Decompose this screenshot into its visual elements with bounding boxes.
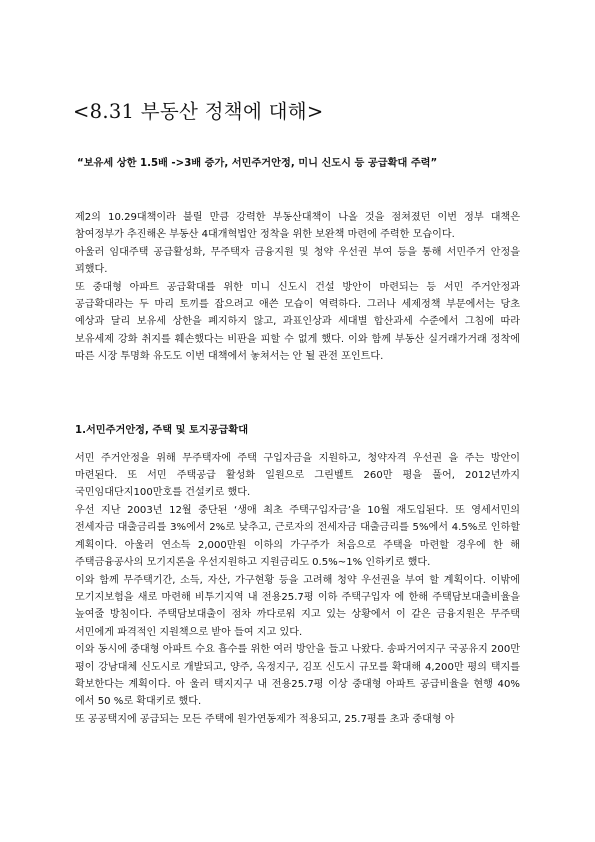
document-subtitle: “보유세 상한 1.5배 ->3배 증가, 서민주거안정, 미니 신도시 등 공급확대 주력” bbox=[77, 158, 438, 169]
intro-paragraph: 또 중대형 아파트 공급확대를 위한 미니 신도시 건설 방안이 마련되는 등 서민 주거안정과 공급확대라는 두 마리 토끼를 잡으려고 애쓴 모습이 역력하다. 그러나 세제정책 부문에서는 당초 예상과 달리 보유세 상한을 폐지하지 않고, 과표인상과 세대별 합산과세 수준에서 그침에 따라 보유세제 강화 취지를 훼손했다는 비판을 피할 수 없게 했다. 이와 함께 부동산 실거래가거래 정착에 따른 시장 투명화 유도도 이번 대책에서 놓쳐서는 안 될 관전 포인트다. bbox=[75, 281, 520, 363]
body-paragraph: 서민 주거안정을 위해 무주택자에 주택 구입자금을 지원하고, 청약자격 우선권 을 주는 방안이 마련된다. 또 서민 주택공급 활성화 일원으로 그린벨트 260만 평을 풀어, 2012년까지 국민임대단지100만호를 건설키로 했다. bbox=[75, 452, 520, 499]
intro-section bbox=[75, 209, 520, 366]
section-heading: 1.서민주거안정, 주택 및 토지공급확대 bbox=[75, 424, 249, 436]
section-1 bbox=[75, 421, 520, 729]
body-paragraph: 이와 동시에 중대형 아파트 수요 흡수를 위한 여러 방안을 들고 나왔다. 송파거여지구 국공유지 200만 평이 강남대체 신도시로 개발되고, 양주, 옥정지구, 김포 신도시 규모를 확대해 4,200만 평의 택지를 확보한다는 계획이다. 아 울러 택지지구 내 전용25.7평 이상 중대형 아파트 공급비율을 현행 40%에서 50 %로 확대키로 했다. bbox=[75, 644, 520, 708]
body-paragraph: 우선 지난 2003년 12월 중단된 ‘생애 최초 주택구입자금’을 10월 재도입된다. 또 영세서민의 전세자금 대출금리를 3%에서 2%로 낮추고, 근로자의 전세자금 대출금리를 5%에서 4.5%로 인하할 계획이다. 아울러 연소득 2,000만원 이하의 가구주가 처음으로 주택을 마련할 경우에 한 해 주택금융공사의 모기지론을 우선지원하고 지원금리도 0.5%~1% 인하키로 했다. bbox=[75, 504, 520, 569]
body-paragraph: 또 공공택지에 공급되는 모든 주택에 원가연동제가 적용되고, 25.7평를 초과 중대형 아 bbox=[75, 713, 455, 725]
body-paragraph: 이와 함께 무주택기간, 소득, 자산, 가구현황 등을 고려해 청약 우선권을 부여 할 계획이다. 이밖에 모기지보험을 새로 마련해 비투기지역 내 전용25.7평 이하 주택구입자 에 한해 주택담보대출비율을 높여줄 방침이다. 주택담보대출이 점차 까다로워 지고 있는 상황에서 이 같은 금융지원은 무주택 서민에게 파격적인 지원책으로 받아 들여 지고 있다. bbox=[75, 574, 520, 638]
document-title: <8.31 부동산 정책에 대해> bbox=[73, 100, 324, 123]
intro-paragraph: 제2의 10.29대책이라 불릴 만큼 강력한 부동산대책이 나올 것을 점쳐졌던 이번 정부 대책은 참여정부가 추진해온 부동산 4대개혁법안 정착을 위한 보완책 마련에 주력한 모습이다. bbox=[75, 212, 520, 241]
intro-paragraph: 아울러 임대주택 공급활성화, 무주택자 금융지원 및 청약 우선권 부여 등을 통해 서민주거 안정을 꾀했다. bbox=[75, 246, 520, 276]
